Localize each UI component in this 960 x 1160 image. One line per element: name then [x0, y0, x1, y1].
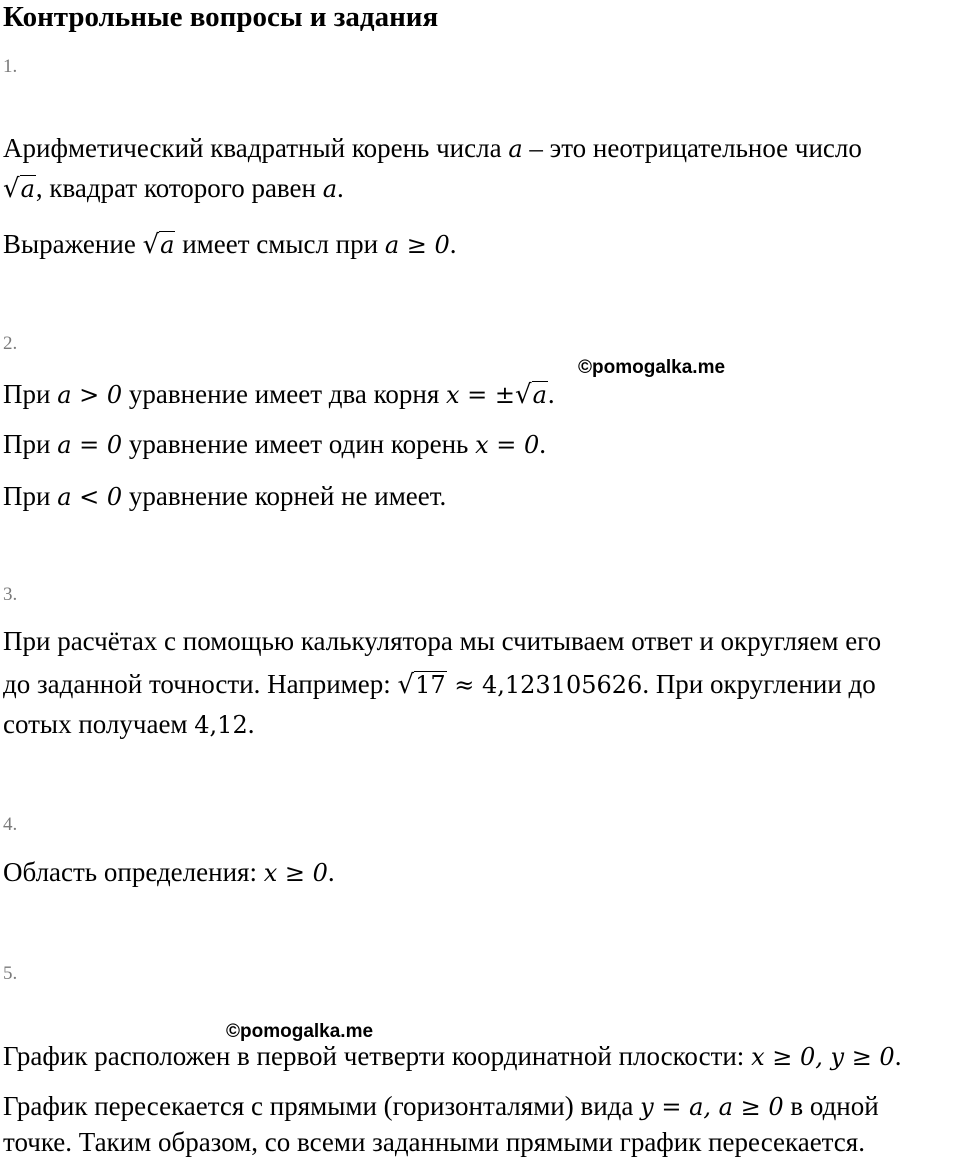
q3-line-3: сотых получаем 4,12. — [3, 709, 255, 739]
page-title: Контрольные вопросы и задания — [3, 1, 439, 33]
sqrt-a: √a — [3, 174, 35, 204]
question-1-number: 1. — [3, 56, 18, 77]
q1-line-2: √a, квадрат которого равен a. — [3, 173, 344, 204]
q3-line-2: до заданной точности. Например: √17 ≈ 4,123105626. При округлении до — [3, 669, 876, 700]
q1-line-1: Арифметический квадратный корень числа a – это неотрицательное число — [3, 133, 862, 163]
q3-line-1: При расчётах с помощью калькулятора мы считываем ответ и округляем его — [3, 626, 882, 656]
condition: a ≥ 0 — [384, 231, 450, 259]
q2-line-3: При a < 0 уравнение корней не имеет. — [3, 481, 447, 511]
sqrt-a: √a — [142, 230, 175, 260]
watermark: ©pomogalka.me — [226, 1021, 374, 1042]
q5-line-2: График пересекается с прямыми (горизонталями) вида y = a, a ≥ 0 в одной — [3, 1091, 879, 1121]
math-var-a: a — [508, 135, 523, 163]
q5-line-3: точке. Таким образом, со всеми заданными прямыми график пересекается. — [3, 1127, 865, 1157]
question-2-number: 2. — [3, 333, 18, 354]
q1-line-3: Выражение √a имеет смысл при a ≥ 0. — [3, 229, 457, 260]
q2-line-2: При a = 0 уравнение имеет один корень x = 0. — [3, 429, 547, 459]
q4-line-1: Область определения: x ≥ 0. — [3, 857, 335, 887]
q5-line-1: График расположен в первой четверти координатной плоскости: x ≥ 0, y ≥ 0. — [3, 1041, 902, 1071]
watermark: ©pomogalka.me — [578, 357, 726, 378]
sqrt-a: √a — [515, 380, 547, 410]
q2-line-1: При a > 0 уравнение имеет два корня x = ±√a. — [3, 379, 555, 410]
sqrt-17: √17 — [397, 670, 446, 700]
question-4-number: 4. — [3, 814, 18, 835]
question-5-number: 5. — [3, 963, 18, 984]
question-3-number: 3. — [3, 584, 18, 605]
